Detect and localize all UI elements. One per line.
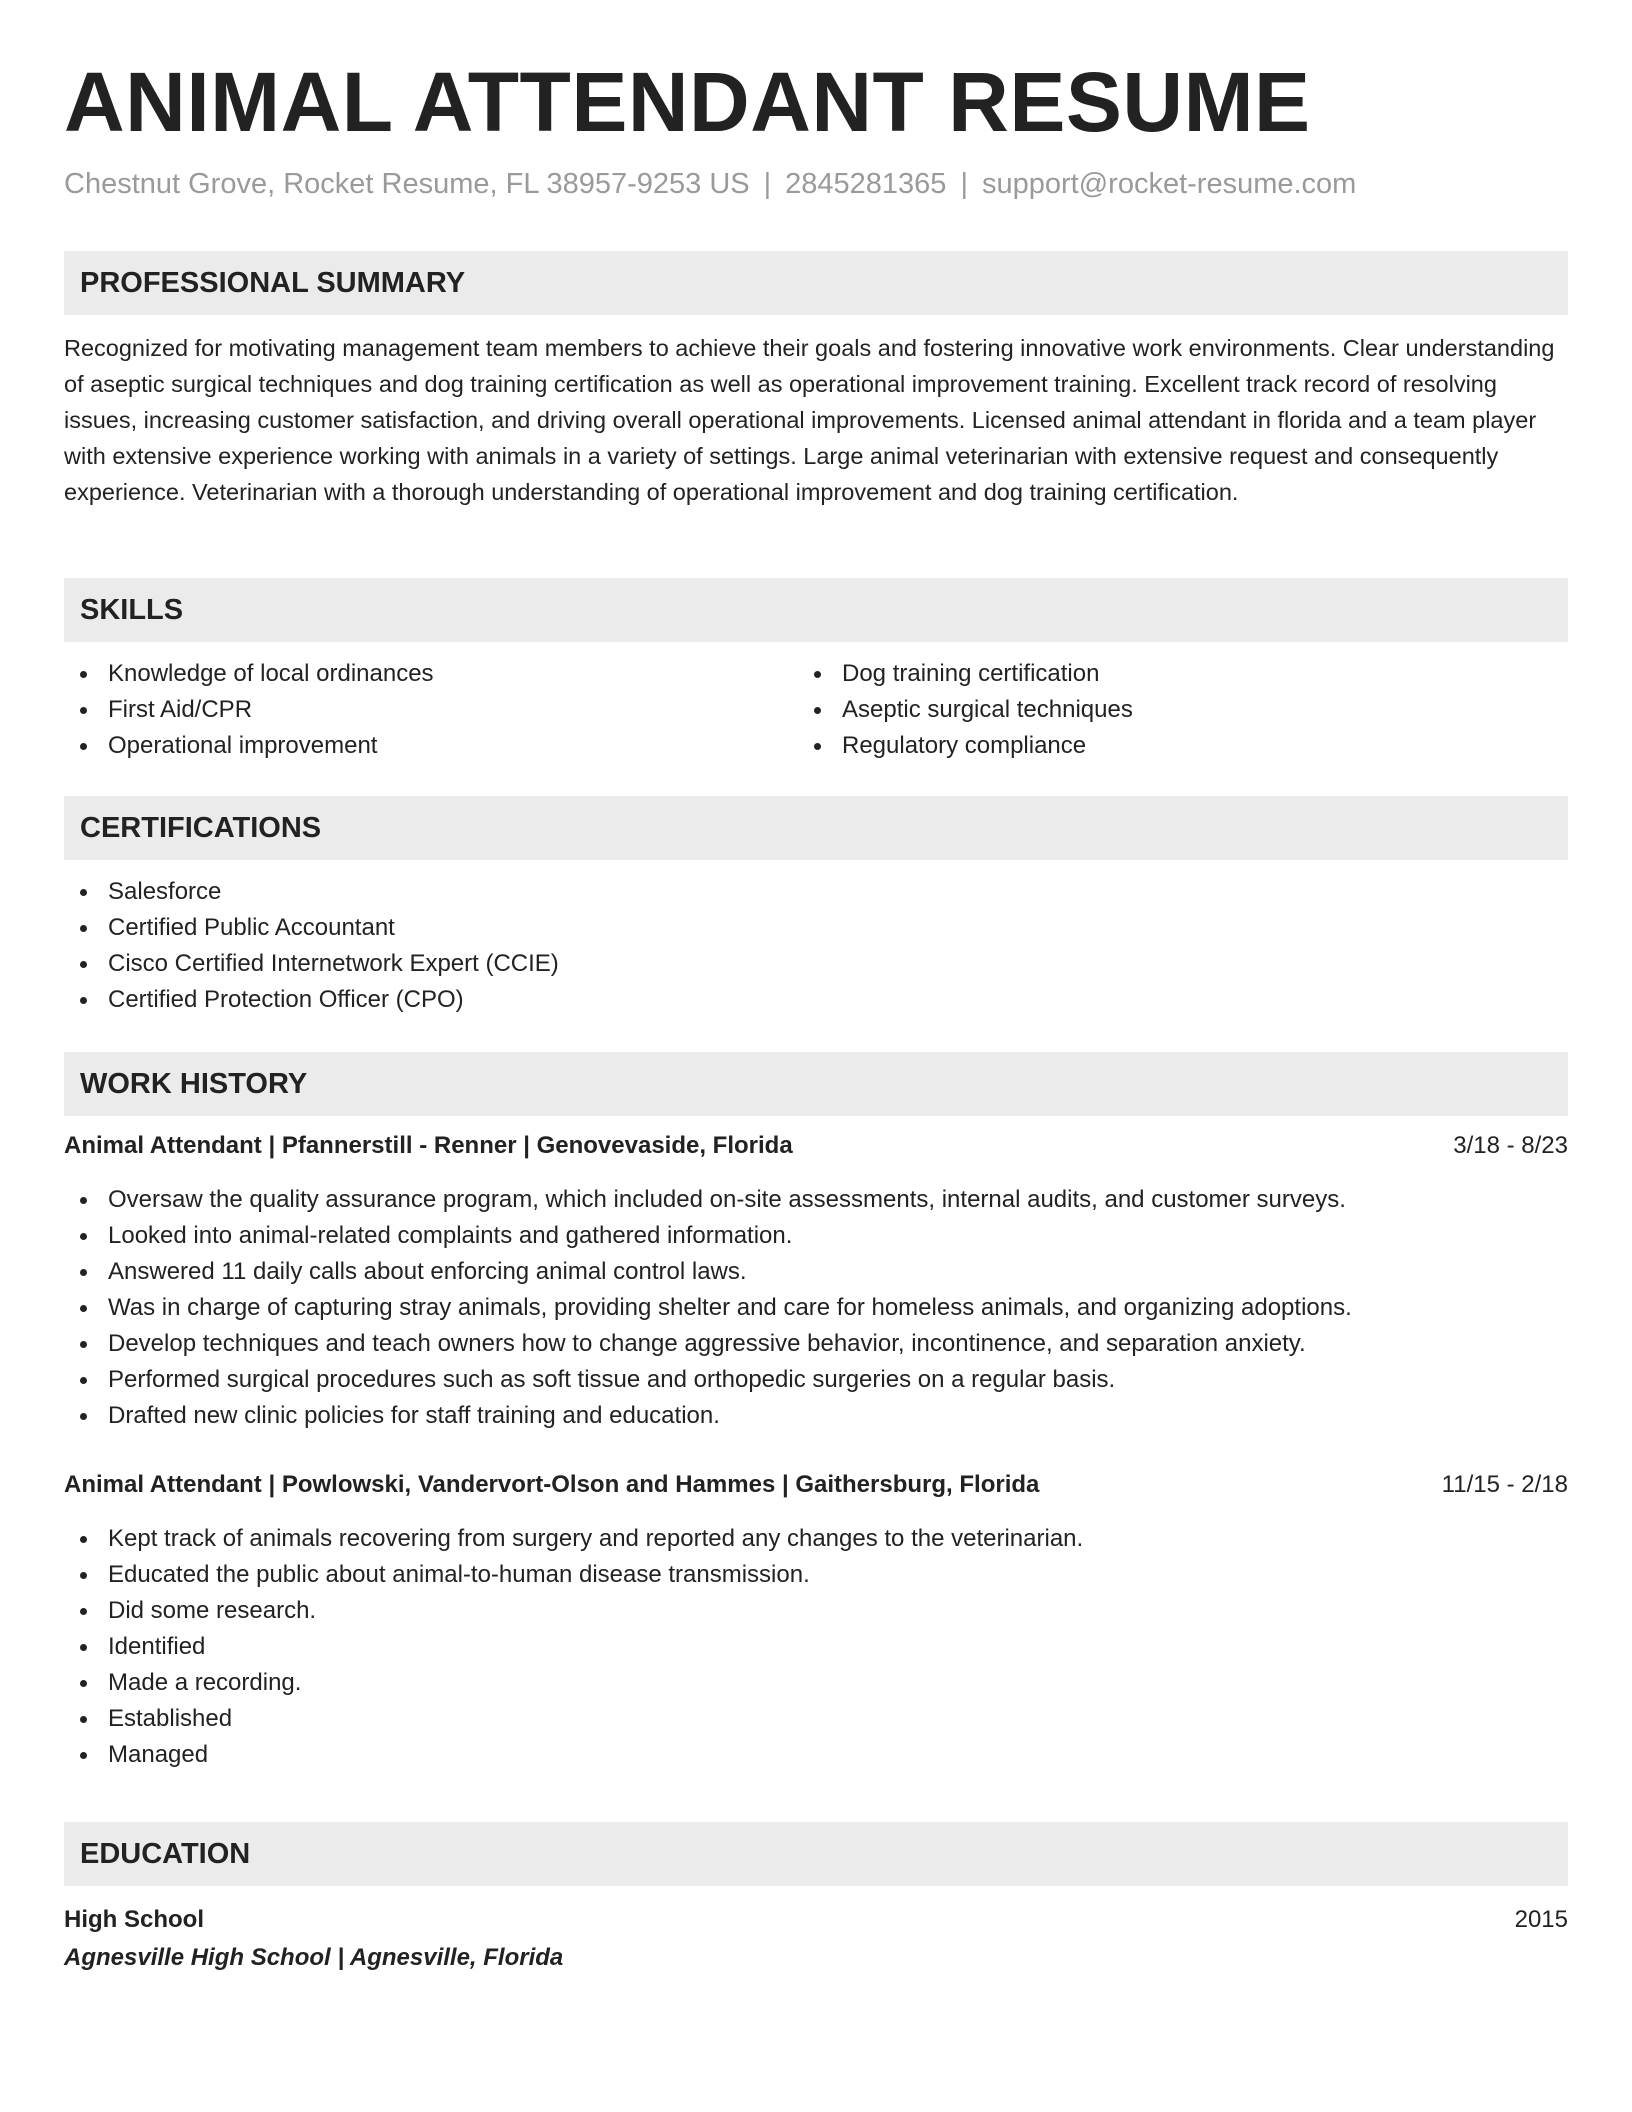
job-bullet: Did some research. (64, 1593, 1568, 1629)
job-header (64, 1128, 1568, 1164)
education-year: 2015 (1514, 1906, 1568, 1933)
summary-section-header (64, 251, 1568, 315)
certification-item: Certified Protection Officer (CPO) (64, 982, 1064, 1018)
job-bullet: Drafted new clinic policies for staff training and education. (64, 1398, 1568, 1434)
education-section-header (64, 1822, 1568, 1886)
skill-item: Aseptic surgical techniques (798, 692, 1498, 728)
job-title: Animal Attendant | Powlowski, Vandervort-Olson and Hammes | Gaithersburg, Florida (64, 1471, 1040, 1498)
summary-heading: PROFESSIONAL SUMMARY (80, 267, 466, 299)
job-bullets (64, 1182, 1568, 1434)
job-bullet: Answered 11 daily calls about enforcing animal control laws. (64, 1254, 1568, 1290)
job-bullet: Was in charge of capturing stray animals, providing shelter and care for homeless animals, and organizing adoptions. (64, 1290, 1568, 1326)
contact-separator: | (960, 168, 968, 200)
job-title: Animal Attendant | Pfannerstill - Renner | Genovevaside, Florida (64, 1132, 793, 1159)
job-bullet: Made a recording. (64, 1665, 1568, 1701)
work-heading: WORK HISTORY (80, 1068, 308, 1100)
skills-section-header (64, 578, 1568, 642)
contact-address: Chestnut Grove, Rocket Resume, FL 38957-9253 US (64, 168, 750, 200)
job-bullet: Looked into animal-related complaints and gathered information. (64, 1218, 1568, 1254)
contact-email: support@rocket-resume.com (982, 168, 1357, 200)
skills-heading: SKILLS (80, 594, 184, 626)
certifications-heading: CERTIFICATIONS (80, 812, 322, 844)
job-bullet: Established (64, 1701, 1568, 1737)
contact-separator: | (763, 168, 772, 200)
certifications-list (64, 874, 1064, 1018)
job-bullet: Performed surgical procedures such as soft tissue and orthopedic surgeries on a regular basis. (64, 1362, 1568, 1398)
job-dates: 3/18 - 8/23 (1453, 1132, 1568, 1159)
work-section-header (64, 1052, 1568, 1116)
skill-item: Operational improvement (64, 728, 764, 764)
job-bullet: Oversaw the quality assurance program, which included on-site assessments, internal audits, and customer surveys. (64, 1182, 1568, 1218)
summary-text: Recognized for motivating management team members to achieve their goals and fostering innovative work environments. Clear understanding of aseptic surgical techniques and dog training certification as well as operational improvement training. Excellent track record of resolving issues, increasing customer satisfaction, and driving overall operational improvements. Licensed animal attendant in florida and a team player with extensive experience working with animals in a variety of settings. Large animal veterinarian with extensive request and consequently experience. Veterinarian with a thorough understanding of operational improvement and dog training certification. (64, 335, 1555, 505)
job-bullet: Managed (64, 1737, 1568, 1773)
skill-item: Dog training certification (798, 656, 1498, 692)
job-bullet: Kept track of animals recovering from surgery and reported any changes to the veterinarian. (64, 1521, 1568, 1557)
contact-line (64, 166, 1356, 202)
education-school: Agnesville High School | Agnesville, Florida (64, 1944, 564, 1971)
education-heading: EDUCATION (80, 1838, 251, 1870)
skills-list-left (64, 656, 764, 764)
resume-title: ANIMAL ATTENDANT RESUME (64, 55, 1311, 149)
job-bullets (64, 1521, 1568, 1773)
job-bullet: Identified (64, 1629, 1568, 1665)
education-header (64, 1902, 1568, 1938)
certification-item: Certified Public Accountant (64, 910, 1064, 946)
certification-item: Salesforce (64, 874, 1064, 910)
job-dates: 11/15 - 2/18 (1441, 1471, 1568, 1498)
certification-item: Cisco Certified Internetwork Expert (CCIE) (64, 946, 1064, 982)
contact-phone: 2845281365 (785, 168, 947, 200)
skills-list-right (798, 656, 1498, 764)
job-bullet: Educated the public about animal-to-human disease transmission. (64, 1557, 1568, 1593)
job-bullet: Develop techniques and teach owners how to change aggressive behavior, incontinence, and separation anxiety. (64, 1326, 1568, 1362)
skill-item: Knowledge of local ordinances (64, 656, 764, 692)
job-header (64, 1467, 1568, 1503)
education-degree: High School (64, 1906, 204, 1933)
skill-item: Regulatory compliance (798, 728, 1498, 764)
certifications-section-header (64, 796, 1568, 860)
skill-item: First Aid/CPR (64, 692, 764, 728)
